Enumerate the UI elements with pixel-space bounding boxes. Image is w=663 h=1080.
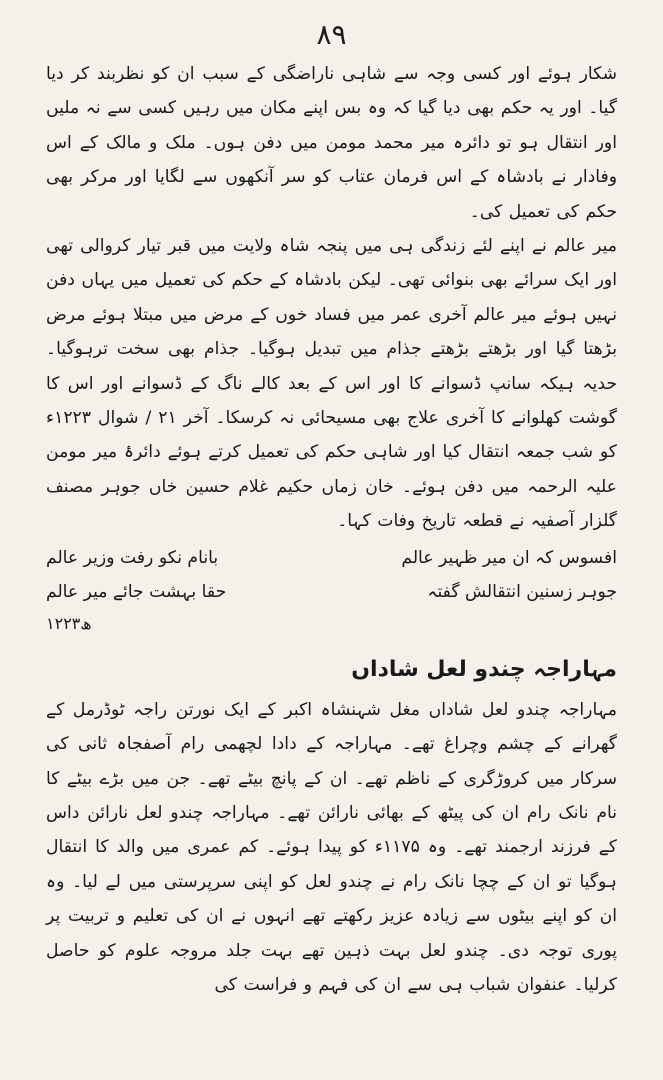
verse-year: ۱۲۲۳ھ (46, 613, 92, 633)
section-heading: مہاراجہ چندو لعل شاداں (351, 656, 617, 682)
paragraph-2: میر عالم نے اپنے لئے زندگی ہی میں پنجہ شاہ ولایت میں قبر تیار کروالی تھی اور ایک سرائے بھی بنوائی تھی۔ لیکن بادشاہ کے حکم کی تعمیل میں یہاں دفن نہیں ہوئے میر عالم آخری عمر میں فساد خوں کے مرض میں مبتلا ہوئے مرض بڑھتا گیا اور بڑھتے بڑھتے جذام میں تبدیل ہوگیا۔ جذام بھی سخت ترہوگیا۔ حدیہ ہیکہ سانپ ڈسوانے کا اور اس کے بعد کالے ناگ کے ڈسوانے اور اس کا گوشت کھلوانے کا آخری علاج بھی مسیحائی نہ کرسکا۔ آخر ۲۱ / شوال ۱۲۲۳ء کو شب جمعہ انتقال کیا اور شاہی حکم کی تعمیل کرتے ہوئے دائرۂ میر مومن علیہ الرحمہ میں دفن ہوئے۔ خان زماں حکیم غلام حسین خاں جوہر مصنف گلزار آصفیہ نے قطعہ تاریخ وفات کہا۔ (46, 236, 617, 532)
verse-line-1 (46, 541, 617, 575)
paragraph-3: مہاراجہ چندو لعل شاداں مغل شہنشاہ اکبر کے ایک نورتن راجہ ٹوڈرمل کے گھرانے کے چشم وچراغ تھے۔ مہاراجہ کے دادا لچھمی رام آصفجاہ ثانی کی سرکار میں کروڑگری کے ناظم تھے۔ ان کے پانچ بیٹے تھے۔ جن میں بڑے بیٹے کا نام نانک رام ان کی پیٹھ کے بھائی نارائن تھے۔ مہاراجہ چندو لعل نارائن داس کے فرزند ارجمند تھے۔ وہ ۱۱۷۵ء کو پیدا ہوئے۔ کم عمری میں والد کا انتقال ہوگیا تو ان کے چچا نانک رام نے چندو لعل کو اپنی سرپرستی میں لے لیا۔ وہ ان کو اپنے بیٹوں سے زیادہ عزیز رکھتے تھے انہوں نے ان کی تعلیم و تربیت پر پوری توجہ دی۔ چندو لعل بہت ذہین تھے بہت جلد مروجہ علوم کو حاصل کرلیا۔ عنفوان شباب ہی سے ان کی فہم و فراست کی (46, 699, 617, 995)
paragraph-1: شکار ہوئے اور کسی وجہ سے شاہی ناراضگی کے سبب ان کو نظربند کر دیا گیا۔ اور یہ حکم بھی دیا گیا کہ وہ بس اپنے مکان میں رہیں کسی سے نہ ملیں اور انتقال ہو تو دائرہ میر محمد مومن میں دفن ہوں۔ ملک و مالک کے اس وفادار نے بادشاہ کے اس فرمان عتاب کو سر آنکھوں سے لگایا اور مرکر بھی حکم کی تعمیل کی۔ (46, 64, 617, 222)
verse-line-2-second-hemistich: حقا بہشت جائے میر عالم (46, 581, 227, 602)
verse-line-2 (46, 575, 617, 609)
chronogram-verse (46, 541, 617, 639)
verse-line-1-second-hemistich: بانام نکو رفت وزیر عالم (46, 547, 219, 568)
verse-line-2-first-hemistich: جوہر زسنین انتقالش گفتہ (427, 581, 617, 602)
verse-line-1-first-hemistich: افسوس کہ ان میر ظہیر عالم (401, 547, 617, 568)
page-number: ۸۹ (316, 18, 347, 51)
